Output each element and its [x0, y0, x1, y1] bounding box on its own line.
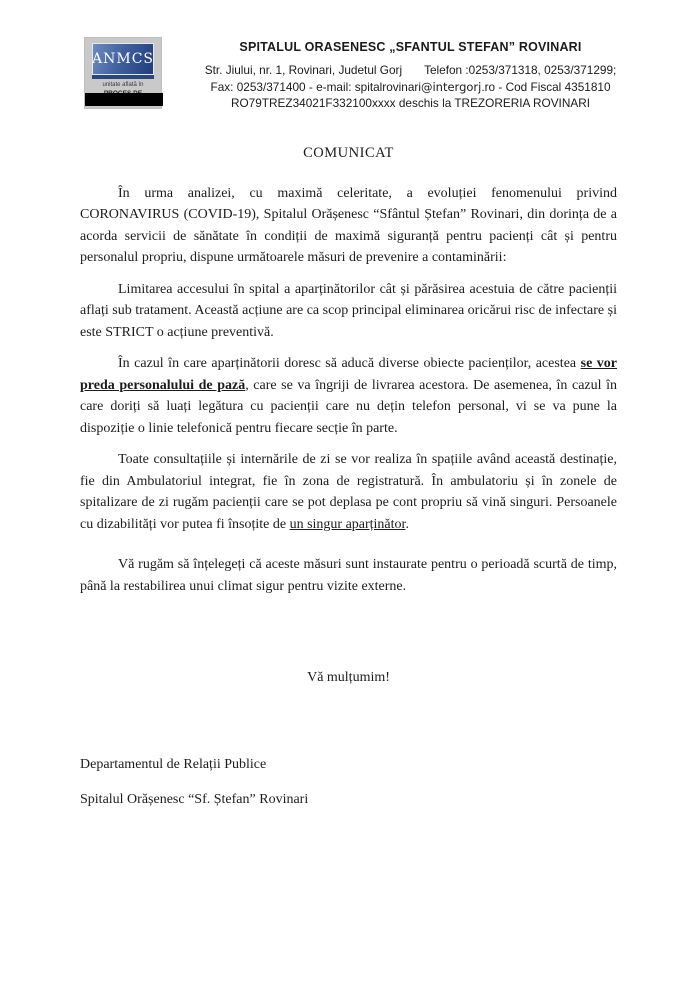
anmcs-logo-acronym: ANMCS	[92, 51, 154, 67]
address-line	[175, 62, 646, 79]
paragraph	[80, 554, 617, 597]
hospital-title: SPITALUL ORASENESC „SFANTUL STEFAN” ROVINARI	[239, 40, 582, 54]
paragraph-segment: , care se va îngriji de livrarea acestora. De asemenea, în cazul în care doriți să luați legătura cu pacienții care nu dețin telefon personal, vi se va pune la dispoziție o linie telefonică pentru fiecare secție în parte.	[80, 377, 617, 436]
paragraph	[80, 353, 617, 439]
fax-email-line	[175, 79, 646, 96]
fax-email-post: .ro - Cod Fiscal 4351810	[481, 79, 611, 94]
phone-numbers: Telefon :0253/371318, 0253/371299;	[424, 63, 617, 77]
street-address: Str. Jiului, nr. 1, Rovinari, Judetul Gorj	[204, 63, 403, 77]
fax-email-pre: Fax: 0253/371400 - e-mail: spitalrovinari	[210, 79, 421, 94]
document-title: COMUNICAT	[303, 144, 394, 161]
anmcs-logo-subtext-1: unitate aflată în	[102, 82, 144, 88]
email-domain: @intergorj	[420, 79, 482, 94]
paragraph-segment: Toate consultațiile și internările de zi se vor realiza în spațiile având această destinație, fie din Ambulatoriul integrat, fie în zona de registratură. În ambulatoriu și în zonele de spitalizare de zi rugăm pacienții care se pot deplasa pe cont propriu să vină singuri. Persoanele cu dizabilități vor putea fi însoțite de	[80, 452, 617, 532]
redaction-bar	[85, 93, 163, 106]
signature-hospital: Spitalul Orășenesc “Sf. Ștefan” Rovinari	[80, 791, 309, 807]
paragraph-segment: un singur aparținător	[289, 516, 406, 532]
closing-text: Vă mulțumim!	[307, 670, 390, 685]
letterhead-text	[161, 38, 646, 112]
anmcs-logo	[85, 38, 161, 108]
document-body	[80, 145, 617, 811]
anmcs-logo-stripe	[92, 75, 154, 79]
paragraph-segment: se vor preda personalului de pază	[80, 356, 617, 393]
paragraph-segment: Limitarea accesului în spital a aparținătorilor cât și părăsirea acestuia de către pacienții aflați sub tratament. Această acțiune are ca scop principal eliminarea oricărui risc de infectare și este STRICT o acțiune preventivă.	[80, 281, 617, 340]
paragraph	[80, 183, 617, 269]
paragraph-segment: În cazul în care aparținătorii doresc să aducă diverse obiecte pacienților, acestea	[118, 356, 581, 371]
anmcs-logo-emblem	[92, 43, 154, 75]
paragraph-segment: În urma analizei, cu maximă celeritate, a evoluției fenomenului privind CORONAVIRUS (COVID-19), Spitalul Orășenesc “Sfântul Ștefan” Rovinari, din dorința de a acorda servicii de sănătate în condiții de maximă siguranță pentru pacienți cât și pentru personalul propriu, dispune următoarele măsuri de prevenire a contaminării:	[80, 185, 617, 265]
paragraph-segment: .	[405, 516, 409, 532]
document-paragraphs	[80, 183, 617, 598]
paragraph	[80, 279, 617, 344]
letterhead	[0, 0, 696, 112]
paragraph-segment: Vă rugăm să înțelegeți că aceste măsuri sunt instaurate pentru o perioadă scurtă de timp, până la restabilirea unui climat sigur pentru vizite externe.	[80, 557, 617, 594]
paragraph	[80, 449, 617, 535]
iban-line: RO79TREZ34021F332100xxxx deschis la TREZORERIA ROVINARI	[230, 96, 591, 110]
signature-block	[80, 754, 617, 810]
signature-department: Departamentul de Relații Publice	[80, 757, 267, 772]
